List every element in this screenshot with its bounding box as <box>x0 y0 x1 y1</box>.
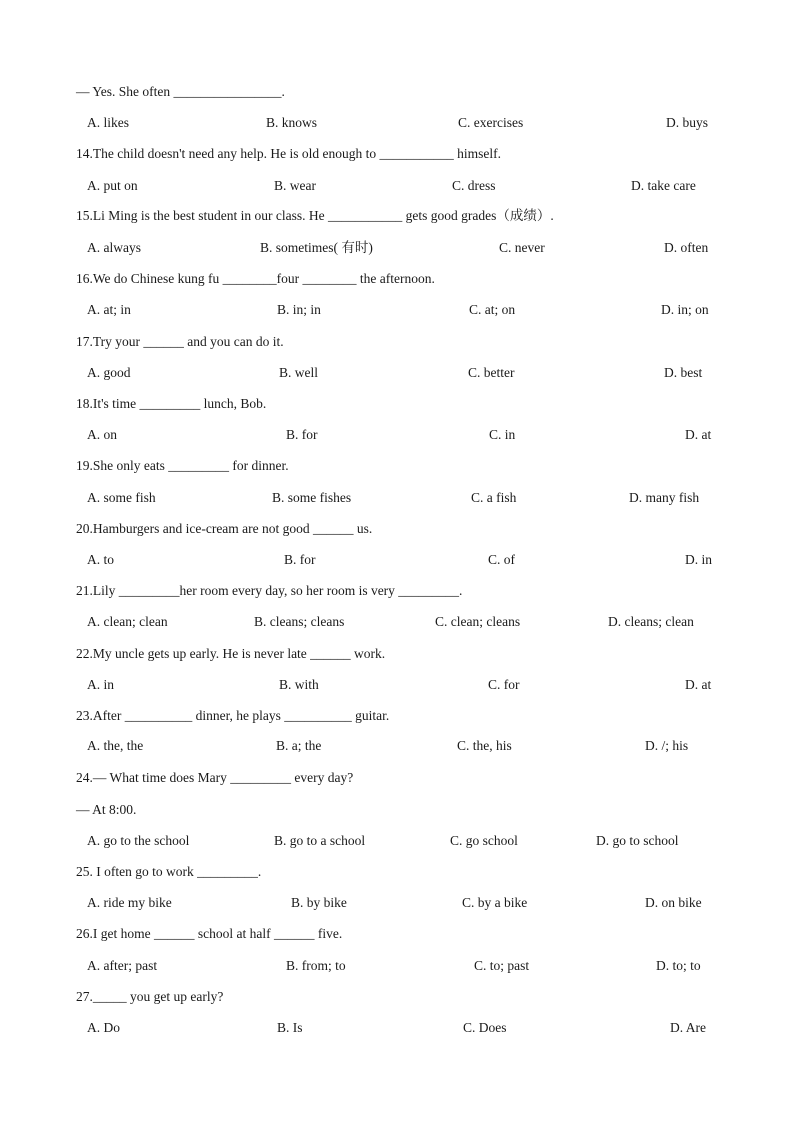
option-d: D. take care <box>631 178 696 193</box>
question-25: 25. I often go to work _________. <box>76 864 262 879</box>
question-16: 16.We do Chinese kung fu ________four ________ the afternoon. <box>76 271 435 286</box>
option-d: D. at <box>685 677 712 692</box>
option-d: D. to; to <box>656 958 701 973</box>
option-b: B. with <box>279 677 319 692</box>
option-a: A. go to the school <box>87 833 190 848</box>
option-a: A. likes <box>87 115 129 130</box>
option-d: D. best <box>664 365 703 380</box>
option-a: A. some fish <box>87 490 156 505</box>
option-c: C. by a bike <box>462 895 528 910</box>
options-row-16 <box>0 301 794 319</box>
option-b: B. in; in <box>277 302 321 317</box>
options-row-14 <box>0 177 794 195</box>
option-a: A. at; in <box>87 302 131 317</box>
options-row-23 <box>0 737 794 755</box>
options-row-20 <box>0 551 794 569</box>
option-b: B. by bike <box>291 895 347 910</box>
option-a: A. good <box>87 365 131 380</box>
option-d: D. on bike <box>645 895 702 910</box>
option-a: A. on <box>87 427 117 442</box>
option-c: C. never <box>499 240 545 255</box>
option-a: A. put on <box>87 178 138 193</box>
question-20: 20.Hamburgers and ice-cream are not good ______ us. <box>76 521 373 536</box>
options-row-13 <box>0 114 794 132</box>
option-b: B. for <box>284 552 316 567</box>
question-17: 17.Try your ______ and you can do it. <box>76 334 284 349</box>
option-c: C. of <box>488 552 515 567</box>
options-row-26 <box>0 957 794 975</box>
option-b: B. Is <box>277 1020 303 1035</box>
option-b: B. cleans; cleans <box>254 614 345 629</box>
question-15: 15.Li Ming is the best student in our class. He ___________ gets good grades（成绩）. <box>76 208 554 223</box>
option-c: C. dress <box>452 178 496 193</box>
option-a: A. clean; clean <box>87 614 168 629</box>
question-19: 19.She only eats _________ for dinner. <box>76 458 289 473</box>
options-row-27 <box>0 1019 794 1037</box>
option-c: C. for <box>488 677 520 692</box>
options-row-18 <box>0 426 794 444</box>
option-c: C. to; past <box>474 958 530 973</box>
options-row-24 <box>0 832 794 850</box>
question-18: 18.It's time _________ lunch, Bob. <box>76 396 267 411</box>
option-a: A. Do <box>87 1020 120 1035</box>
question-24: 24.— What time does Mary _________ every day? <box>76 770 354 785</box>
option-d: D. in <box>685 552 712 567</box>
option-d: D. many fish <box>629 490 700 505</box>
option-d: D. cleans; clean <box>608 614 694 629</box>
option-d: D. /; his <box>645 738 689 753</box>
options-row-25 <box>0 894 794 912</box>
option-a: A. always <box>87 240 141 255</box>
option-a: A. the, the <box>87 738 144 753</box>
option-c: C. the, his <box>457 738 512 753</box>
option-b: B. go to a school <box>274 833 366 848</box>
option-d: D. Are <box>670 1020 706 1035</box>
options-row-17 <box>0 364 794 382</box>
question-14: 14.The child doesn't need any help. He is old enough to ___________ himself. <box>76 146 501 161</box>
option-c: C. exercises <box>458 115 524 130</box>
option-c: C. a fish <box>471 490 517 505</box>
question-26: 26.I get home ______ school at half ______ five. <box>76 926 343 941</box>
option-b: B. knows <box>266 115 318 130</box>
question-27: 27._____ you get up early? <box>76 989 224 1004</box>
option-b: B. a; the <box>276 738 322 753</box>
option-c: C. in <box>489 427 516 442</box>
option-d: D. in; on <box>661 302 709 317</box>
options-row-22 <box>0 676 794 694</box>
question-24-answer-line: — At 8:00. <box>76 802 137 817</box>
option-c: C. Does <box>463 1020 507 1035</box>
options-row-15 <box>0 239 794 257</box>
option-b: B. from; to <box>286 958 346 973</box>
option-a: A. ride my bike <box>87 895 172 910</box>
question-23: 23.After __________ dinner, he plays __________ guitar. <box>76 708 390 723</box>
option-c: C. go school <box>450 833 518 848</box>
option-c: C. clean; cleans <box>435 614 521 629</box>
option-b: B. sometimes( 有时) <box>260 240 373 255</box>
option-b: B. some fishes <box>272 490 352 505</box>
option-a: A. to <box>87 552 114 567</box>
option-b: B. wear <box>274 178 316 193</box>
option-d: D. often <box>664 240 709 255</box>
question-21: 21.Lily _________her room every day, so her room is very _________. <box>76 583 463 598</box>
option-c: C. better <box>468 365 515 380</box>
option-d: D. at <box>685 427 712 442</box>
option-a: A. after; past <box>87 958 158 973</box>
question-13-line: — Yes. She often ________________. <box>76 84 285 99</box>
options-row-19 <box>0 489 794 507</box>
option-a: A. in <box>87 677 114 692</box>
option-b: B. for <box>286 427 318 442</box>
option-d: D. buys <box>666 115 709 130</box>
option-d: D. go to school <box>596 833 679 848</box>
options-row-21 <box>0 613 794 631</box>
question-22: 22.My uncle gets up early. He is never late ______ work. <box>76 646 386 661</box>
option-c: C. at; on <box>469 302 516 317</box>
option-b: B. well <box>279 365 318 380</box>
